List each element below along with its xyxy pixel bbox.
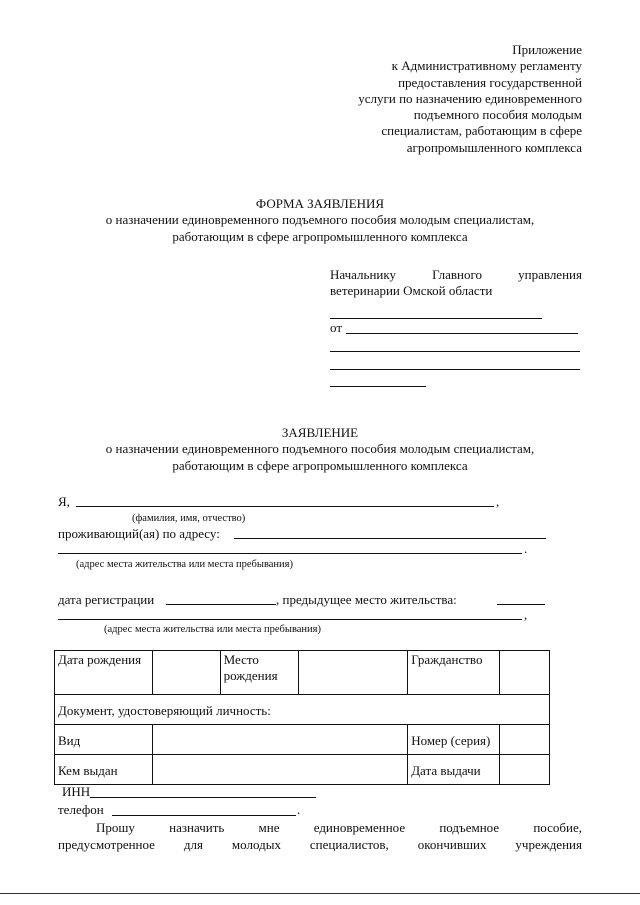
address-field-2[interactable] — [58, 553, 522, 554]
appendix-line: подъемного пособия молодым — [413, 107, 582, 122]
applicant-table — [54, 650, 550, 785]
doc-kind-cell[interactable] — [152, 725, 407, 755]
request-word: пособие, — [533, 820, 582, 835]
form-title-line: работающим в сфере агропромышленного комплекса — [172, 228, 468, 244]
form-title-line: о назначении единовременного подъемного пособия молодым специалистам, — [105, 212, 535, 228]
reg-date-field[interactable] — [166, 604, 276, 605]
statement-heading: ЗАЯВЛЕНИЕ — [281, 425, 359, 440]
issue-date-label: Дата выдачи — [408, 755, 500, 785]
request-word: молодых — [231, 837, 281, 852]
appendix-line: Приложение — [512, 42, 582, 57]
addressee-block — [330, 267, 582, 300]
birth-date-cell[interactable] — [152, 651, 220, 695]
identity-doc-label: Документ, удостоверяющий личность: — [55, 695, 550, 725]
issue-date-cell[interactable] — [500, 755, 550, 785]
ya-label: Я, — [58, 494, 70, 509]
form-title-heading: ФОРМА ЗАЯВЛЕНИЯ — [255, 196, 385, 211]
appendix-line: услуги по назначению единовременного — [358, 90, 582, 106]
phone-label: телефон — [58, 802, 104, 817]
address-dot: . — [524, 541, 528, 556]
prev-comma: , — [524, 607, 528, 622]
request-word: для — [183, 837, 203, 852]
citizenship-label: Гражданство — [408, 651, 500, 695]
request-word: Прошу — [96, 820, 135, 835]
request-word: специалистов, — [309, 837, 389, 852]
inn-field[interactable] — [90, 797, 316, 798]
prev-residence-field-2[interactable] — [58, 619, 522, 620]
doc-kind-label: Вид — [55, 725, 153, 755]
fio-field[interactable] — [76, 506, 494, 507]
table-row — [55, 755, 550, 785]
request-word: учреждения — [515, 837, 582, 852]
birth-date-label: Дата рождения — [55, 651, 153, 695]
from-field[interactable] — [346, 333, 578, 334]
phone-dot: . — [297, 802, 301, 817]
residing-label: проживающий(ая) по адресу: — [58, 526, 220, 541]
appendix-block — [262, 42, 582, 156]
address-caption: (адрес места жительства или места пребывания) — [76, 559, 293, 570]
statement-line: о назначении единовременного подъемного пособия молодым специалистам, — [105, 441, 535, 457]
prev-caption: (адрес места жительства или места пребывания) — [104, 624, 321, 635]
request-word: единовременное — [313, 820, 406, 835]
request-word: окончивших — [417, 837, 487, 852]
issued-by-label: Кем выдан — [55, 755, 153, 785]
citizenship-cell[interactable] — [500, 651, 550, 695]
addressee-blank-3[interactable] — [330, 369, 580, 370]
table-row — [55, 651, 550, 695]
addressee-blank-4[interactable] — [330, 386, 426, 387]
addressee-line-1 — [330, 267, 582, 283]
addressee-line-2: ветеринарии Омской области — [330, 283, 493, 299]
issued-by-cell[interactable] — [152, 755, 407, 785]
fio-caption: (фамилия, имя, отчество) — [132, 513, 246, 524]
number-series-cell[interactable] — [500, 725, 550, 755]
statement-title-block — [0, 425, 640, 474]
from-label: от — [330, 320, 343, 335]
birth-place-cell[interactable] — [298, 651, 408, 695]
request-line-2 — [58, 837, 582, 853]
appendix-line: специалистам, работающим в сфере — [381, 123, 582, 139]
prev-residence-field-1[interactable] — [497, 604, 545, 605]
scan-edge-line — [0, 893, 640, 894]
appendix-line: к Административному регламенту — [391, 58, 582, 74]
request-line-1 — [96, 820, 582, 836]
appendix-line: агропромышленного комплекса — [406, 139, 582, 155]
request-word: назначить — [169, 820, 225, 835]
reg-date-label: дата регистрации — [58, 592, 155, 607]
addressee-word: управления — [518, 267, 582, 282]
request-word: мне — [258, 820, 280, 835]
request-word: предусмотренное — [58, 837, 155, 852]
addressee-word: Начальнику — [330, 267, 397, 282]
phone-field[interactable] — [112, 815, 296, 816]
number-series-label: Номер (серия) — [408, 725, 500, 755]
address-field-1[interactable] — [234, 538, 546, 539]
appendix-line: предоставления государственной — [398, 74, 582, 90]
prev-residence-label: , предыдущее место жительства: — [276, 592, 457, 607]
addressee-word: Главного — [432, 267, 483, 282]
addressee-blank-1[interactable] — [330, 318, 542, 319]
form-title-block — [0, 196, 640, 245]
addressee-blank-2[interactable] — [330, 351, 580, 352]
birth-place-label: Место рождения — [220, 651, 298, 695]
fio-comma: , — [496, 494, 500, 509]
statement-line: работающим в сфере агропромышленного комплекса — [172, 457, 468, 473]
inn-label: ИНН — [62, 784, 91, 799]
request-word: подъемное — [439, 820, 500, 835]
table-row — [55, 695, 550, 725]
table-row — [55, 725, 550, 755]
